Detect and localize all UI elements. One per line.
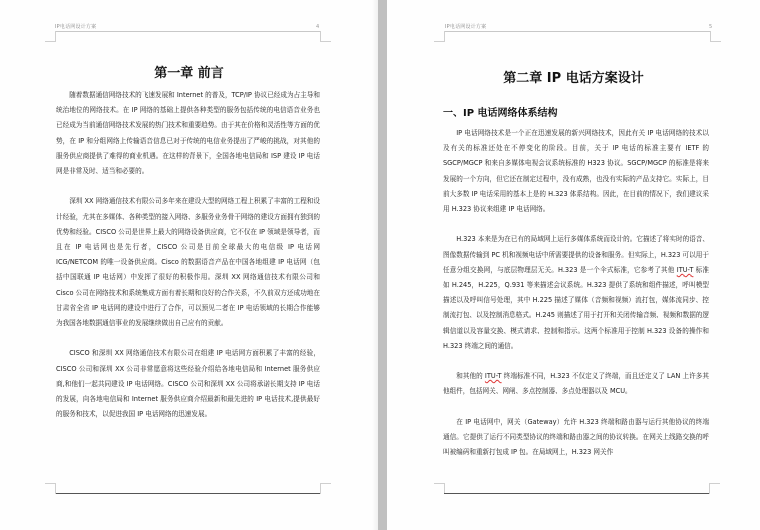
paragraph[interactable]: 在 IP 电话网中，网关（Gateway）允许 H.323 终端和路由器与运行其他协议的终端通信。它提供了运行不同类型协议的终端和路由器之间的协议转换。在网关上线路交换的呼叫被编码和重新打包成 IP 包。在局域网上，H.323 网关作 [443, 417, 709, 457]
margin-crop-mark [320, 483, 331, 494]
page-header-text: IP电话网设计方案 [445, 24, 487, 30]
paragraph[interactable]: 和其他的 ITU-T 终端标准不同，H.323 不仅定义了终端，而且还定义了 LAN 上许多其他组件，包括网关、网闸、多点控制器、多点处理器以及 MCU。 [443, 372, 709, 396]
section-title: 一、IP 电话网络体系结构 [443, 108, 558, 119]
page-gap-shadow [372, 0, 378, 530]
page-number: 5 [709, 24, 713, 30]
paragraph[interactable]: CISCO 和深圳 XX 网络通信技术有限公司在组建 IP 电话网方面积累了丰富的经验，CISCO 公司和深圳 XX 公司非常愿意将这些经验介绍给各地电信局和 Internet 服务供应商,和他们一起共同建设 IP 电话网络。CISCO 公司和深圳 XX 公司将承诺长期支持 IP 电话的发展，向各地电信局和 Internet 服务供应商介绍最新和最先进的 IP 电话技术,提供最好的服务和技术，以促进我国 IP 电话网络的迅速发展。 [56, 349, 320, 419]
margin-crop-mark [709, 483, 720, 494]
chapter-title: 第二章 IP 电话方案设计 [503, 71, 644, 86]
margin-crop-mark [45, 483, 56, 494]
paragraph[interactable]: 深圳 XX 网络通信技术有限公司多年来在建设大型的网络工程上积累了丰富的工程和设计经验，尤其在多媒体、各种类型的接入网络、多服务业务骨干网络的建设方面拥有独到的优势和经验。CISCO 公司是世界上最大的网络设备供应商，它不仅在 IP 领域是领导者，而且在 IP 电话网也是先行者，CISCO 公司是目前全球最大的电信级 IP 电话网 ICG/NETCOM 的唯一设备供应商。Cisco 的数据语音产品在中国各地组建 IP 电话网（包括中国联通 IP 电话网）中发挥了很好的积极作用。深圳 XX 网络通信技术有限公司和 Cisco 公司在网络技术和系统集成方面有着长期和良好的合作关系，不久前双方还成功地在甘肃省全省 IP 电话网的建设中进行了合作，可以预见二者在 IP 电话领域的长期合作能够为我国各地数据通信事业的发展继续做出自己应有的贡献。 [56, 197, 320, 328]
header-rule [444, 31, 710, 32]
paragraph[interactable]: IP 电话网络技术是一个正在迅速发展的新兴网络技术，因此有关 IP 电话网络的技术以及有关的标准还处在不停变化的阶段。目前，关于 IP 电话的标准主要有 IETF 的 SGCP/MGCP 和来自多媒体电视会议系统标准的 H323 协议。SGCP/MGCP 的标准是将来发展的一个方向，但它还在制定过程中，没有成熟，也没有实际的产品支持它。实际上，目前大多数 IP 电话采用的基本上是的 H.323 体系结构。因此，在目前的情况下，我们建议采用 H.323 协议来组建 IP 电话网络。 [443, 129, 709, 214]
footer-rule [56, 493, 320, 494]
paragraph[interactable]: 随着数据通信网络技术的飞速发展和 Internet 的普及，TCP/IP 协议已经成为占主导和统治地位的网络技术。在 IP 网络的基础上提供各种类型的服务包括传统的电信语音业务也已经成为当前通信网络技术发展的热门技术和重要趋势。由于其在价格和灵活性等方面的优势，在 IP 和分组网络上传输语音信息已对于传统的电信业务提出了严峻的挑战，对其他的服务供应商提供了难得的商业机遇。在这样的背景下，全国各地电信局和 ISP 建设 IP 电话网是非常及时、适当和必要的。 [56, 91, 320, 176]
page-body[interactable] [443, 126, 709, 476]
document-page-4 [0, 0, 378, 530]
margin-crop-mark [45, 31, 56, 42]
page-body[interactable] [56, 88, 320, 438]
paragraph[interactable]: H.323 本来是为在已有的局域网上运行多媒体系统而设计的。它描述了将实时的语音、图像数据传输到 PC 机和视频电话中所需要提供的设备和服务。但实际上，H.323 可以用于任意分组交换网，与底层物理层无关。H.323 是一个伞式标准，它参考了其他 ITU-T 标准如 H.245，H.225，Q.931 等来描述会议系统。H.323 提供了系统和组件描述，呼叫模型描述以及呼叫信号处理，其中 H.225 描述了媒体（音频和视频）流打包，媒体流同步、控制流打包、以及控制消息格式。H.245 则描述了用于打开和关闭传输音频、视频和数据的逻辑信道以及容量交换、模式请求、控制和指示。这两个标准用于控制 H.323 设备的操作和 H.323 终端之间的通信。 [443, 235, 709, 350]
document-page-5 [387, 0, 760, 530]
footer-rule [444, 493, 709, 494]
spellcheck-flag[interactable]: ITU-T [484, 372, 502, 381]
margin-crop-mark [710, 31, 721, 42]
header-rule [55, 31, 320, 32]
chapter-title: 第一章 前言 [154, 66, 224, 81]
page-number: 4 [316, 24, 320, 30]
margin-crop-mark [434, 31, 445, 42]
page-header-text: IP电话网设计方案 [55, 24, 97, 30]
margin-crop-mark [320, 31, 331, 42]
spellcheck-flag[interactable]: ITU-T [676, 265, 694, 274]
